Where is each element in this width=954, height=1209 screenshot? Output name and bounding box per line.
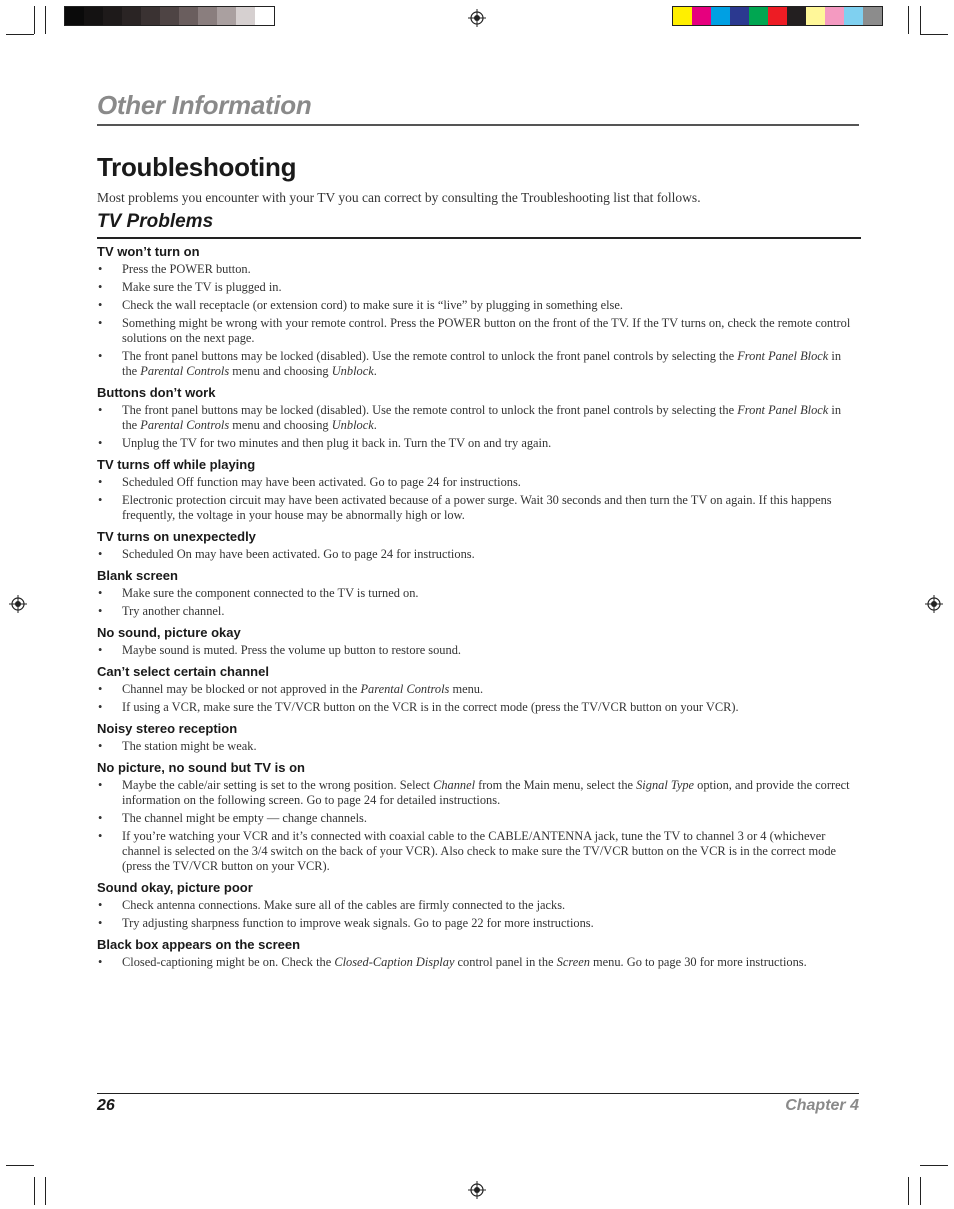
problem-section — [97, 937, 857, 970]
list-item — [97, 349, 857, 379]
header-rule — [97, 124, 859, 126]
color-swatch — [825, 7, 844, 25]
text-run: Channel may be blocked or not approved in the — [122, 682, 361, 696]
text-run: Something might be wrong with your remote control. Press the POWER button on the front of the TV. If the TV turns on, check the remote control solutions on the next page. — [122, 316, 851, 345]
crop-mark — [34, 1177, 35, 1205]
gray-swatch — [103, 7, 122, 25]
problem-heading: Sound okay, picture poor — [97, 880, 253, 895]
registration-mark-icon — [925, 595, 943, 613]
list-item — [97, 403, 857, 433]
problem-heading: Buttons don’t work — [97, 385, 216, 400]
registration-mark-icon — [468, 9, 486, 27]
page-number: 26 — [97, 1097, 115, 1114]
footer-rule — [97, 1093, 859, 1094]
text-run: Make sure the TV is plugged in. — [122, 280, 282, 294]
problem-section — [97, 625, 857, 658]
solution-list — [97, 682, 857, 715]
gray-swatch — [255, 7, 274, 25]
problem-heading: Black box appears on the screen — [97, 937, 301, 952]
list-item — [97, 739, 857, 754]
list-item — [97, 316, 857, 346]
text-run: in the — [122, 403, 842, 432]
gray-swatch — [84, 7, 103, 25]
list-item — [97, 604, 857, 619]
crop-mark — [920, 1177, 921, 1205]
color-swatch — [749, 7, 768, 25]
list-item — [97, 955, 857, 970]
text-run: The front panel buttons may be locked (disabled). Use the remote control to unlock the front panel controls by selecting the — [122, 349, 738, 363]
list-item — [97, 829, 857, 874]
problem-section — [97, 385, 857, 451]
text-run: . — [373, 364, 377, 378]
menu-term: Unblock — [331, 418, 374, 432]
problem-heading: TV won’t turn on — [97, 244, 200, 259]
text-run: Check antenna connections. Make sure all of the cables are firmly connected to the jacks. — [122, 898, 566, 912]
gray-swatch — [236, 7, 255, 25]
problem-heading: Blank screen — [97, 568, 178, 583]
page-title: Troubleshooting — [97, 152, 297, 182]
solution-list — [97, 403, 857, 451]
crop-mark — [920, 1165, 948, 1166]
gray-swatch — [141, 7, 160, 25]
list-item — [97, 898, 857, 913]
section-title: Other Information — [97, 90, 312, 120]
menu-term: Unblock — [331, 364, 374, 378]
solution-list — [97, 586, 857, 619]
text-run: Closed-captioning might be on. Check the — [122, 955, 335, 969]
intro-text: Most problems you encounter with your TV you can correct by consulting the Troubleshooting list that follows. — [97, 190, 701, 205]
crop-mark — [45, 1177, 46, 1205]
subsection-title: TV Problems — [97, 211, 214, 232]
problem-section — [97, 568, 857, 619]
menu-term: Signal Type — [636, 778, 695, 792]
problem-section — [97, 529, 857, 562]
text-run: The station might be weak. — [122, 739, 257, 753]
text-run: Try adjusting sharpness function to improve weak signals. Go to page 22 for more instructions. — [122, 916, 594, 930]
text-run: Scheduled On may have been activated. Go to page 24 for instructions. — [122, 547, 475, 561]
problem-heading: No sound, picture okay — [97, 625, 241, 640]
list-item — [97, 700, 857, 715]
text-run: Make sure the component connected to the TV is turned on. — [122, 586, 419, 600]
text-run: If you’re watching your VCR and it’s connected with coaxial cable to the CABLE/ANTENNA jack, tune the TV to channel 3 or 4 (whichever channel is selected on the 3/4 switch on the back of your VCR). Also check to make sure the TV/VCR button on the VCR is in the correct mode (press the TV/VCR button on your VCR). — [122, 829, 837, 873]
text-run: . — [373, 418, 377, 432]
solution-list — [97, 898, 857, 931]
menu-term: Screen — [556, 955, 590, 969]
problem-heading: TV turns off while playing — [97, 457, 256, 472]
crop-mark — [908, 6, 909, 34]
list-item — [97, 778, 857, 808]
text-run: from the Main menu, select the — [475, 778, 637, 792]
menu-term: Channel — [433, 778, 476, 792]
text-run: Unplug the TV for two minutes and then plug it back in. Turn the TV on and try again. — [122, 436, 552, 450]
problem-heading: TV turns on unexpectedly — [97, 529, 256, 544]
problem-section — [97, 721, 857, 754]
text-run: menu. Go to page 30 for more instructions. — [589, 955, 807, 969]
text-run: menu and choosing — [229, 418, 332, 432]
registration-mark-icon — [468, 1181, 486, 1199]
color-bar — [672, 6, 883, 26]
solution-list — [97, 739, 857, 754]
text-run: in the — [122, 349, 842, 378]
color-swatch — [692, 7, 711, 25]
crop-mark — [908, 1177, 909, 1205]
list-item — [97, 682, 857, 697]
crop-mark — [920, 6, 921, 34]
text-run: Scheduled Off function may have been activated. Go to page 24 for instructions. — [122, 475, 521, 489]
text-run: option, and provide the correct information on the following screen. Go to page 24 for detailed instructions. — [122, 778, 850, 807]
text-run: The channel might be empty — change channels. — [122, 811, 367, 825]
color-swatch — [711, 7, 730, 25]
text-run: Maybe the cable/air setting is set to the wrong position. Select — [122, 778, 434, 792]
text-run: The front panel buttons may be locked (disabled). Use the remote control to unlock the front panel controls by selecting the — [122, 403, 738, 417]
menu-term: Parental Controls — [360, 682, 450, 696]
gray-swatch — [179, 7, 198, 25]
solution-list — [97, 262, 857, 379]
gray-swatch — [198, 7, 217, 25]
registration-mark-icon — [9, 595, 27, 613]
menu-term: Closed-Caption Display — [334, 955, 455, 969]
crop-mark — [920, 34, 948, 35]
grayscale-bar — [64, 6, 275, 26]
menu-term: Front Panel Block — [737, 349, 829, 363]
crop-mark — [6, 34, 34, 35]
crop-mark — [45, 6, 46, 34]
color-swatch — [863, 7, 882, 25]
chapter-label: Chapter 4 — [785, 1097, 859, 1114]
solution-list — [97, 955, 857, 970]
solution-list — [97, 778, 857, 874]
gray-swatch — [217, 7, 236, 25]
text-run: menu. — [449, 682, 484, 696]
crop-mark — [6, 1165, 34, 1166]
problem-heading: No picture, no sound but TV is on — [97, 760, 305, 775]
color-swatch — [844, 7, 863, 25]
problem-section — [97, 760, 857, 874]
menu-term: Parental Controls — [140, 364, 230, 378]
problem-section — [97, 664, 857, 715]
menu-term: Parental Controls — [140, 418, 230, 432]
text-run: Electronic protection circuit may have been activated because of a power surge. Wait 30 seconds and then turn the TV on again. If this happens frequently, the voltage in your house may be abnormally high or low. — [122, 493, 832, 522]
gray-swatch — [122, 7, 141, 25]
list-item — [97, 643, 857, 658]
color-swatch — [787, 7, 806, 25]
subsection-rule — [97, 237, 861, 239]
text-run: Check the wall receptacle (or extension cord) to make sure it is “live” by plugging in something else. — [122, 298, 623, 312]
problem-section — [97, 244, 857, 379]
solution-list — [97, 643, 857, 658]
menu-term: Front Panel Block — [737, 403, 829, 417]
gray-swatch — [160, 7, 179, 25]
list-item — [97, 298, 857, 313]
list-item — [97, 811, 857, 826]
problem-section — [97, 457, 857, 523]
problem-section — [97, 880, 857, 931]
list-item — [97, 280, 857, 295]
problem-heading: Can’t select certain channel — [97, 664, 269, 679]
solution-list — [97, 475, 857, 523]
text-run: menu and choosing — [229, 364, 332, 378]
list-item — [97, 493, 857, 523]
color-swatch — [730, 7, 749, 25]
list-item — [97, 547, 857, 562]
text-run: If using a VCR, make sure the TV/VCR button on the VCR is in the correct mode (press the TV/VCR button on your VCR). — [122, 700, 739, 714]
text-run: Press the POWER button. — [122, 262, 251, 276]
list-item — [97, 262, 857, 277]
color-swatch — [806, 7, 825, 25]
list-item — [97, 436, 857, 451]
list-item — [97, 916, 857, 931]
text-run: control panel in the — [454, 955, 557, 969]
list-item — [97, 586, 857, 601]
gray-swatch — [65, 7, 84, 25]
problem-list — [97, 244, 857, 976]
crop-mark — [34, 6, 35, 34]
color-swatch — [768, 7, 787, 25]
color-swatch — [673, 7, 692, 25]
solution-list — [97, 547, 857, 562]
list-item — [97, 475, 857, 490]
text-run: Try another channel. — [122, 604, 225, 618]
problem-heading: Noisy stereo reception — [97, 721, 238, 736]
text-run: Maybe sound is muted. Press the volume up button to restore sound. — [122, 643, 461, 657]
